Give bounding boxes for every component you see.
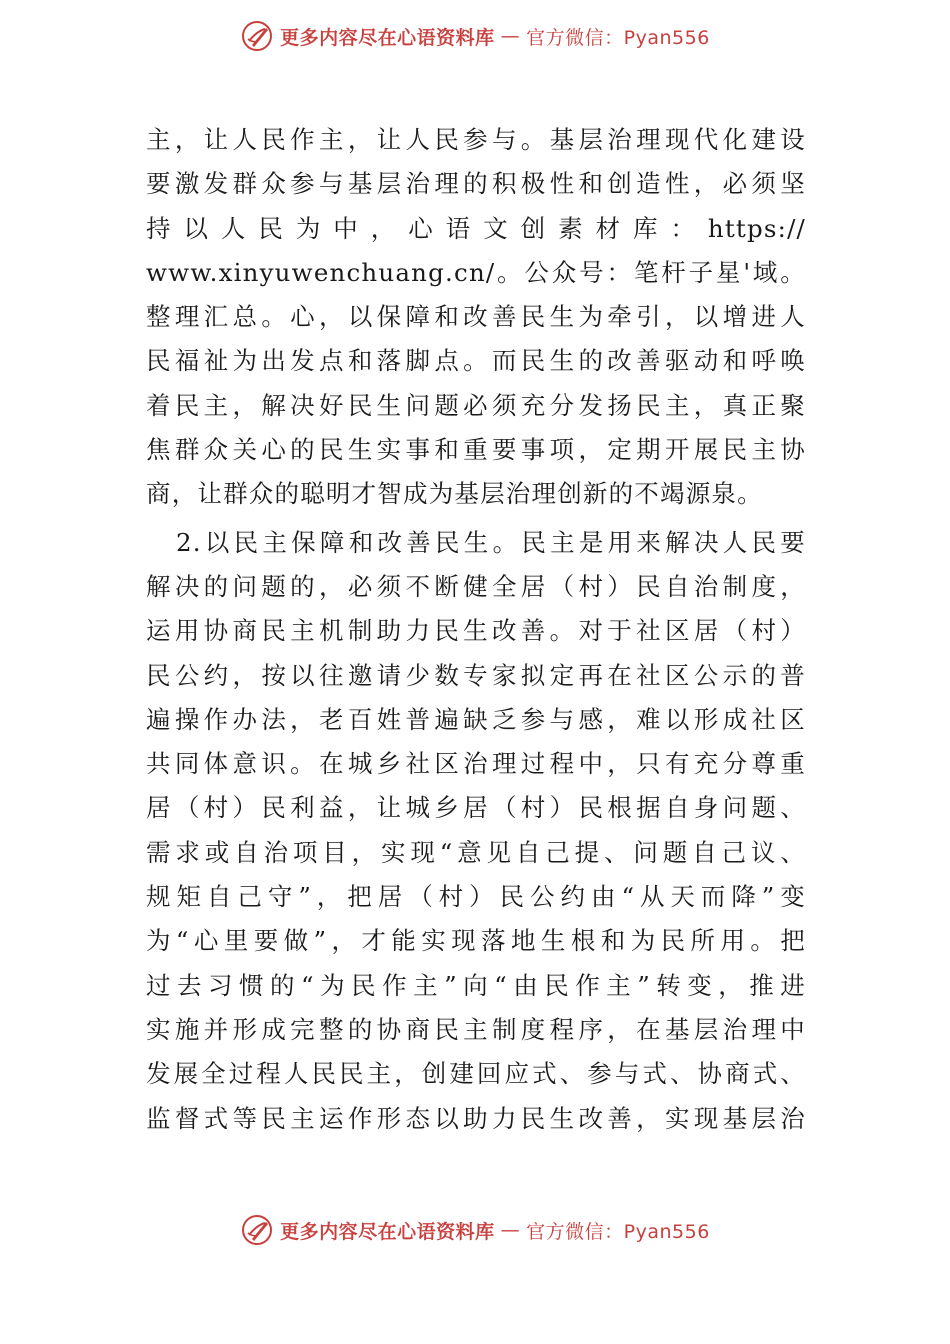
banner-main-text: 更多内容尽在心语资料库 (280, 1220, 495, 1243)
text-line: 实施并形成完整的协商民主制度程序，在基层治理中 (146, 1014, 806, 1044)
header-banner (0, 16, 950, 56)
text-line: 民福祉为出发点和落脚点。而民生的改善驱动和呼唤 (146, 346, 806, 376)
text-line: 民公约，按以往邀请少数专家拟定再在社区公示的普 (146, 660, 806, 690)
text-line: 为“心里要做”，才能实现落地生根和为民所用。把 (146, 926, 806, 956)
banner-sub-text: 官方微信：Pyan556 (526, 26, 710, 49)
text-line: 规矩自己守”，把居（村）民公约由“从天而降”变 (146, 882, 806, 912)
text-line: 着民主，解决好民生问题必须充分发扬民主，真正聚 (146, 390, 806, 420)
text-line: 共同体意识。在城乡社区治理过程中，只有充分尊重 (146, 749, 806, 779)
banner-sub-text: 官方微信：Pyan556 (526, 1220, 710, 1243)
text-line: 焦群众关心的民生实事和重要事项，定期开展民主协 (146, 435, 806, 465)
text-line: www.xinyuwenchuang.cn/。公众号：笔杆子星'域。 (146, 257, 806, 287)
document-body (146, 118, 806, 1141)
text-line: 运用协商民主机制助力民生改善。对于社区居（村） (146, 616, 806, 646)
text-line: 主，让人民作主，让人民参与。基层治理现代化建设 (146, 125, 806, 154)
text-line: 整理汇总。心，以保障和改善民生为牵引，以增进人 (146, 302, 806, 332)
text-line: 解决的问题的，必须不断健全居（村）民自治制度， (146, 571, 806, 601)
text-line: 发展全过程人民民主，创建回应式、参与式、协商式、 (146, 1059, 806, 1089)
paragraph-1 (146, 118, 806, 517)
text-line: 居（村）民利益，让城乡居（村）民根据自身问题、 (146, 793, 806, 823)
pen-logo-icon (240, 19, 274, 53)
text-line: 2.以民主保障和改善民生。民主是用来解决人民要 (176, 527, 806, 557)
text-line: 需求或自治项目，实现“意见自己提、问题自己议、 (146, 837, 806, 867)
banner-main-text: 更多内容尽在心语资料库 (280, 26, 495, 49)
text-line: 遍操作办法，老百姓普遍缺乏参与感，难以形成社区 (146, 704, 806, 734)
pen-logo-icon (240, 1213, 274, 1247)
paragraph-2 (146, 521, 806, 1141)
banner-separator: — (500, 1219, 521, 1241)
text-line: 持以人民为中，心语文创素材库：https:// (146, 213, 806, 243)
text-line: 监督式等民主运作形态以助力民生改善，实现基层治 (146, 1103, 806, 1133)
banner-separator: — (500, 25, 521, 47)
footer-banner (0, 1210, 950, 1250)
text-line: 商，让群众的聪明才智成为基层治理创新的不竭源泉。 (146, 479, 763, 509)
text-line: 过去习惯的“为民作主”向“由民作主”转变，推进 (146, 970, 806, 1000)
text-line: 要激发群众参与基层治理的积极性和创造性，必须坚 (146, 169, 806, 199)
